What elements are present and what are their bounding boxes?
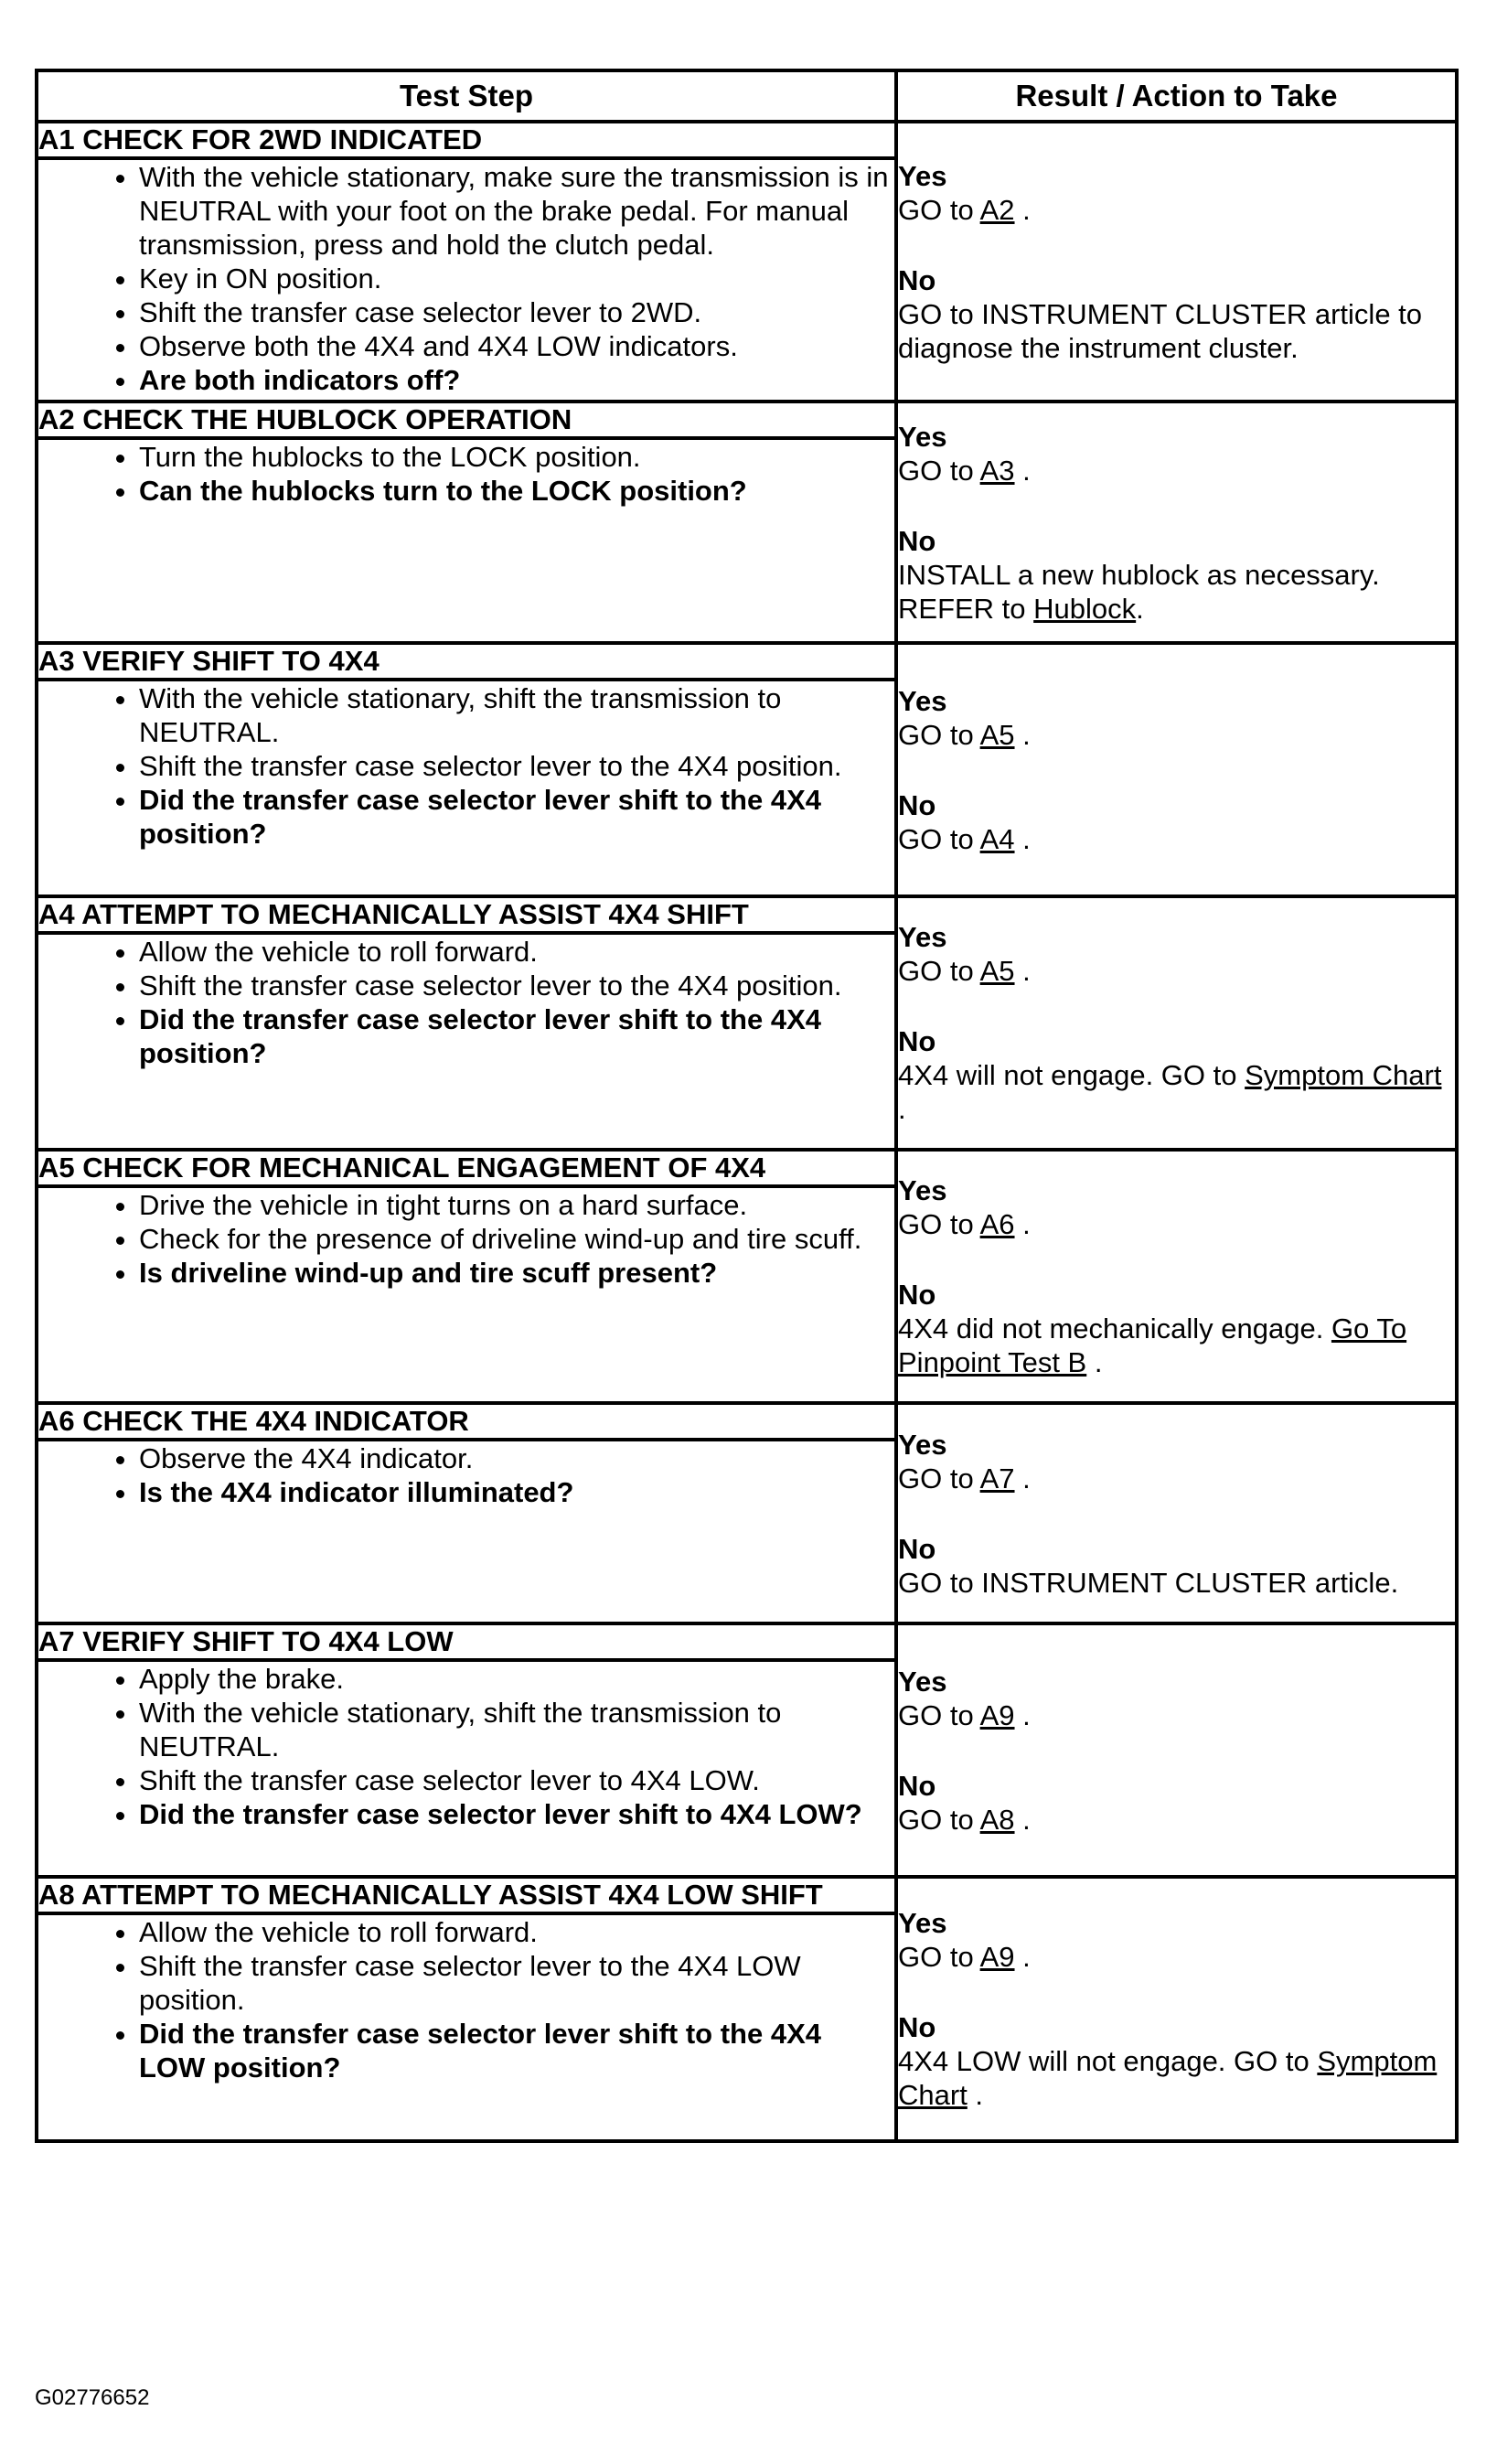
table-header-row: [37, 70, 1457, 122]
yes-action: [898, 193, 1455, 227]
step-result: [896, 1877, 1457, 2141]
result-gap: [898, 1495, 1455, 1532]
no-label: No: [898, 2011, 936, 2043]
result-gap: [898, 487, 1455, 524]
yes-action-text: GO to: [898, 454, 980, 487]
step-result: [896, 122, 1457, 402]
no-label: No: [898, 1769, 936, 1802]
yes-action-suffix: .: [1014, 1208, 1031, 1240]
step-title: A6 CHECK THE 4X4 INDICATOR: [37, 1403, 896, 1440]
step-question: • Are both indicators off?: [139, 363, 894, 397]
step-bullet-list: [38, 1662, 894, 1831]
step-question: • Did the transfer case selector lever shift to the 4X4 position?: [139, 783, 894, 851]
yes-action-text: GO to: [898, 1941, 980, 1973]
no-label: No: [898, 788, 936, 821]
yes-action-suffix: .: [1014, 1462, 1031, 1494]
step-question: • Can the hublocks turn to the LOCK position?: [139, 474, 894, 508]
result-gap: [898, 1241, 1455, 1278]
step-bullet: • Turn the hublocks to the LOCK position.: [139, 440, 894, 474]
step-result: [896, 1403, 1457, 1623]
yes-label: Yes: [898, 1428, 947, 1461]
yes-link[interactable]: A9: [979, 1698, 1015, 1731]
step-question: • Did the transfer case selector lever shift to the 4X4 position?: [139, 1002, 894, 1070]
step-bullet: • Allow the vehicle to roll forward.: [139, 935, 894, 969]
yes-action-suffix: .: [1014, 718, 1031, 751]
step-bullet-list: [38, 1441, 894, 1509]
result-gap: [898, 752, 1455, 788]
no-action-suffix: .: [1136, 592, 1144, 625]
result-gap: [898, 1732, 1455, 1769]
step-body: [37, 680, 896, 896]
step-bullet: • Shift the transfer case selector lever to the 4X4 LOW position.: [139, 1949, 894, 2017]
no-link[interactable]: Hublock: [1033, 592, 1137, 625]
yes-action: [898, 1462, 1455, 1495]
no-action: [898, 2044, 1455, 2112]
step-result: [896, 1623, 1457, 1877]
step-title-row: [37, 122, 1457, 158]
step-title-row: [37, 402, 1457, 438]
yes-link[interactable]: A2: [979, 193, 1015, 226]
step-bullet: • Shift the transfer case selector lever to the 4X4 position.: [139, 969, 894, 1002]
yes-link[interactable]: A6: [979, 1208, 1015, 1240]
step-bullet: • Observe both the 4X4 and 4X4 LOW indicators.: [139, 329, 894, 363]
step-bullet: • With the vehicle stationary, shift the transmission to NEUTRAL.: [139, 1696, 894, 1763]
yes-label: Yes: [898, 420, 947, 453]
step-title: A3 VERIFY SHIFT TO 4X4: [37, 643, 896, 680]
no-action: [898, 1803, 1455, 1837]
no-link[interactable]: Symptom Chart: [898, 2045, 1438, 2111]
step-bullet-list: [38, 935, 894, 1070]
no-action-text: 4X4 will not engage. GO to: [898, 1059, 1245, 1091]
yes-action-suffix: .: [1014, 454, 1031, 487]
step-question: • Did the transfer case selector lever shift to 4X4 LOW?: [139, 1797, 894, 1831]
yes-action-text: GO to: [898, 718, 980, 751]
no-action-text: GO to INSTRUMENT CLUSTER article to diagnose the instrument cluster.: [898, 297, 1423, 364]
yes-action-text: GO to: [898, 955, 980, 987]
yes-label: Yes: [898, 921, 947, 953]
no-action: [898, 1058, 1455, 1126]
step-question: • Did the transfer case selector lever shift to the 4X4 LOW position?: [139, 2017, 894, 2084]
no-label: No: [898, 524, 936, 557]
yes-action-text: GO to: [898, 1462, 980, 1494]
step-title: A2 CHECK THE HUBLOCK OPERATION: [37, 402, 896, 438]
no-action-suffix: .: [1014, 822, 1031, 855]
no-action-text: 4X4 did not mechanically engage.: [898, 1312, 1331, 1344]
step-body: [37, 1440, 896, 1623]
yes-action-suffix: .: [1014, 193, 1031, 226]
step-bullet-list: [38, 1188, 894, 1290]
yes-action: [898, 1940, 1455, 1974]
step-result: [896, 1150, 1457, 1403]
step-bullet-list: [38, 681, 894, 851]
step-title-row: [37, 643, 1457, 680]
no-label: No: [898, 1532, 936, 1565]
no-label: No: [898, 1025, 936, 1057]
yes-link[interactable]: A5: [979, 718, 1015, 751]
no-action: [898, 1566, 1455, 1600]
yes-action-text: GO to: [898, 1698, 980, 1731]
step-bullet: • Shift the transfer case selector lever to the 4X4 position.: [139, 749, 894, 783]
step-title: A7 VERIFY SHIFT TO 4X4 LOW: [37, 1623, 896, 1660]
yes-link[interactable]: A9: [979, 1941, 1015, 1973]
no-label: No: [898, 1279, 936, 1311]
yes-action: [898, 1207, 1455, 1241]
step-title-row: [37, 1877, 1457, 1913]
no-link[interactable]: Go To Pinpoint Test B: [898, 1312, 1407, 1378]
step-title-row: [37, 1623, 1457, 1660]
no-action: [898, 822, 1455, 856]
yes-label: Yes: [898, 684, 947, 717]
step-title-row: [37, 896, 1457, 933]
yes-action: [898, 954, 1455, 988]
no-action-text: INSTALL a new hublock as necessary. REFER to: [898, 558, 1380, 625]
step-body: [37, 438, 896, 643]
no-link[interactable]: A8: [979, 1803, 1015, 1836]
yes-action: [898, 454, 1455, 487]
step-title: A4 ATTEMPT TO MECHANICALLY ASSIST 4X4 SHIFT: [37, 896, 896, 933]
no-action-suffix: .: [898, 1093, 906, 1125]
no-action-text: GO to: [898, 1803, 980, 1836]
step-body: [37, 1186, 896, 1403]
yes-action-text: GO to: [898, 1208, 980, 1240]
yes-link[interactable]: A7: [979, 1462, 1015, 1494]
diagnostic-table: [35, 69, 1459, 2143]
steps-body: [37, 122, 1457, 2141]
step-bullet: • Apply the brake.: [139, 1662, 894, 1696]
step-bullet: • Shift the transfer case selector lever to 2WD.: [139, 295, 894, 329]
step-result: [896, 402, 1457, 643]
no-action-text: GO to: [898, 822, 980, 855]
step-bullet: • Observe the 4X4 indicator.: [139, 1441, 894, 1475]
no-action: [898, 558, 1455, 626]
result-gap: [898, 227, 1455, 263]
no-label: No: [898, 263, 936, 296]
yes-link[interactable]: A5: [979, 955, 1015, 987]
yes-label: Yes: [898, 1907, 947, 1939]
yes-action-suffix: .: [1014, 1698, 1031, 1731]
step-result: [896, 896, 1457, 1150]
step-bullet: • Drive the vehicle in tight turns on a hard surface.: [139, 1188, 894, 1222]
yes-action: [898, 1698, 1455, 1732]
no-link[interactable]: A4: [979, 822, 1015, 855]
step-bullet: • Key in ON position.: [139, 262, 894, 295]
step-result: [896, 643, 1457, 896]
no-action: [898, 1312, 1455, 1379]
step-body: [37, 1913, 896, 2141]
step-bullet: • Shift the transfer case selector lever to 4X4 LOW.: [139, 1763, 894, 1797]
yes-label: Yes: [898, 1174, 947, 1206]
step-bullet: • Check for the presence of driveline wind-up and tire scuff.: [139, 1222, 894, 1256]
step-title-row: [37, 1403, 1457, 1440]
no-action: [898, 297, 1455, 365]
step-question: • Is the 4X4 indicator illuminated?: [139, 1475, 894, 1509]
yes-link[interactable]: A3: [979, 454, 1015, 487]
step-bullet-list: [38, 1915, 894, 2084]
step-title-row: [37, 1150, 1457, 1186]
step-body: [37, 158, 896, 402]
no-link[interactable]: Symptom Chart: [1245, 1059, 1442, 1091]
result-gap: [898, 988, 1455, 1024]
step-title: A1 CHECK FOR 2WD INDICATED: [37, 122, 896, 158]
no-action-text: 4X4 LOW will not engage. GO to: [898, 2045, 1318, 2077]
no-action-text: GO to INSTRUMENT CLUSTER article.: [898, 1566, 1399, 1599]
figure-id: G02776652: [35, 2385, 150, 2410]
step-bullet-list: [38, 440, 894, 508]
step-question: • Is driveline wind-up and tire scuff present?: [139, 1256, 894, 1290]
header-test-step: Test Step: [37, 70, 896, 122]
step-title: A5 CHECK FOR MECHANICAL ENGAGEMENT OF 4X4: [37, 1150, 896, 1186]
result-gap: [898, 1974, 1455, 2010]
step-bullet: • With the vehicle stationary, make sure the transmission is in NEUTRAL with your foot on the brake pedal. For manual transmission, press and hold the clutch pedal.: [139, 160, 894, 262]
yes-label: Yes: [898, 1665, 947, 1698]
header-result-action: Result / Action to Take: [896, 70, 1457, 122]
yes-action-suffix: .: [1014, 1941, 1031, 1973]
step-bullet: • With the vehicle stationary, shift the transmission to NEUTRAL.: [139, 681, 894, 749]
step-title: A8 ATTEMPT TO MECHANICALLY ASSIST 4X4 LOW SHIFT: [37, 1877, 896, 1913]
step-body: [37, 933, 896, 1150]
yes-action: [898, 718, 1455, 752]
step-body: [37, 1660, 896, 1877]
no-action-suffix: .: [967, 2079, 984, 2111]
yes-action-text: GO to: [898, 193, 980, 226]
no-action-suffix: .: [1086, 1346, 1103, 1378]
no-action-suffix: .: [1014, 1803, 1031, 1836]
yes-label: Yes: [898, 159, 947, 192]
yes-action-suffix: .: [1014, 955, 1031, 987]
step-bullet-list: [38, 160, 894, 397]
step-bullet: • Allow the vehicle to roll forward.: [139, 1915, 894, 1949]
